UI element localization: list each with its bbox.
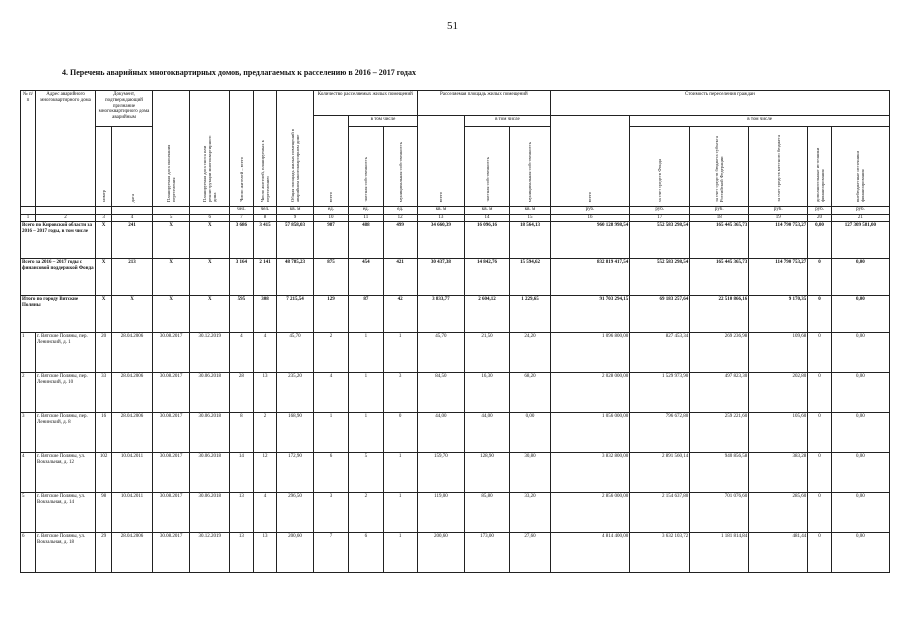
row-cell: 200,60 xyxy=(417,532,464,572)
total-row-cell: 987 xyxy=(313,221,348,258)
total-row-cell: 87 xyxy=(349,295,383,332)
row-cell: 20 xyxy=(96,332,112,372)
row-address: г. Вятские Поляны, ул. Вокзальная, д. 14 xyxy=(36,492,96,532)
row-cell: 30.08.2017 xyxy=(152,492,190,532)
row-cell: 173,00 xyxy=(465,532,510,572)
total-row-label: Всего за 2016 – 2017 годы с финансовой поддержкой Фонда xyxy=(21,258,96,295)
row-cell: 6 xyxy=(313,452,348,492)
row-cell: 27,60 xyxy=(510,532,551,572)
total-row xyxy=(21,221,890,258)
header-demolition-date: Планируемая дата сноса или реконструкции многоквартирного дома xyxy=(190,91,230,207)
row-number: 2 xyxy=(21,372,36,412)
header-doc-number: номер xyxy=(96,127,112,207)
total-row-cell: 0,00 xyxy=(808,221,832,258)
row-cell: 8 xyxy=(230,412,254,452)
total-row-cell: 960 128 998,54 xyxy=(550,221,629,258)
resettlement-table xyxy=(20,90,890,573)
header-rooms-group: Количество расселяемых жилых помещений xyxy=(313,91,417,116)
row-cell: 1 xyxy=(349,412,383,452)
row-cell: 0 xyxy=(808,492,832,532)
header-document: Документ, подтверждающий признание многоквартирного дома аварийным xyxy=(96,91,153,127)
row-cell: 1 xyxy=(313,412,348,452)
total-row-cell: 308 xyxy=(253,295,277,332)
total-row-cell: 42 xyxy=(383,295,417,332)
section-title: 4. Перечень аварийных многоквартирных домов, предлагаемых к расселению в 2016 – 2017 годах xyxy=(62,68,416,77)
row-cell: 0 xyxy=(808,332,832,372)
total-row-cell: X xyxy=(190,295,230,332)
page-number: 51 xyxy=(447,20,458,32)
row-cell: 12 xyxy=(253,452,277,492)
row-cell: 85,80 xyxy=(465,492,510,532)
header-residents-planned: Число жителей, планируемых к переселению xyxy=(253,91,277,207)
row-cell: 4 xyxy=(230,332,254,372)
row-cell: 30.06.2018 xyxy=(190,372,230,412)
total-row-cell: X xyxy=(96,295,112,332)
table-row xyxy=(21,372,890,412)
total-row-cell: 127 309 581,00 xyxy=(831,221,889,258)
table-body xyxy=(21,221,890,572)
header-area-private: частная собственность xyxy=(465,127,510,207)
row-cell: 0 xyxy=(808,412,832,452)
row-cell: 28.04.2006 xyxy=(112,532,153,572)
total-row-cell: 16 096,16 xyxy=(465,221,510,258)
total-row-cell: 114 790 753,27 xyxy=(749,258,808,295)
row-cell: 296,50 xyxy=(277,492,313,532)
row-cell: 45,70 xyxy=(277,332,313,372)
row-cell: 13 xyxy=(230,532,254,572)
row-cell: 172,90 xyxy=(277,452,313,492)
row-cell: 30.06.2018 xyxy=(190,492,230,532)
header-cost-including: в том числе xyxy=(630,116,890,127)
table-row xyxy=(21,452,890,492)
total-row-cell: 3 833,77 xyxy=(417,295,464,332)
row-cell: 28 xyxy=(230,372,254,412)
row-cell: 128,90 xyxy=(465,452,510,492)
header-rooms-private: частная собственность xyxy=(349,127,383,207)
row-cell: 1 xyxy=(349,372,383,412)
header-cost-total: всего xyxy=(550,116,629,207)
row-cell: 30.12.2019 xyxy=(190,532,230,572)
row-cell: 5 xyxy=(349,452,383,492)
row-cell: 2 xyxy=(313,332,348,372)
row-cell: 796 672,80 xyxy=(630,412,690,452)
table-row xyxy=(21,492,890,532)
row-cell: 33,20 xyxy=(510,492,551,532)
table-row xyxy=(21,332,890,372)
row-cell: 0,00 xyxy=(831,532,889,572)
total-row-cell: 241 xyxy=(112,221,153,258)
total-row-cell: 595 xyxy=(230,295,254,332)
row-cell: 0,00 xyxy=(831,332,889,372)
header-rooms-municipal: муниципальная собственность xyxy=(383,127,417,207)
row-cell: 0 xyxy=(808,532,832,572)
header-area-municipal: муниципальная собственность xyxy=(510,127,551,207)
row-cell: 0 xyxy=(383,412,417,452)
row-number: 4 xyxy=(21,452,36,492)
header-cost-group: Стоимость переселения граждан xyxy=(550,91,889,116)
row-cell: 1 529 973,90 xyxy=(630,372,690,412)
row-cell: 202,80 xyxy=(749,372,808,412)
row-number: 6 xyxy=(21,532,36,572)
row-cell: 10.04.2011 xyxy=(112,492,153,532)
header-cost-extra: дополнительные источники финансирования xyxy=(808,127,832,207)
total-row-cell: 0,00 xyxy=(831,295,889,332)
total-row-cell: 165 445 365,73 xyxy=(690,258,749,295)
row-cell: 0,00 xyxy=(831,492,889,532)
row-cell: 2 xyxy=(253,412,277,452)
row-cell: 2 154 637,80 xyxy=(630,492,690,532)
row-cell: 4 xyxy=(313,372,348,412)
units-row: чел. чел. кв. м ед. ед. ед. кв. м кв. м кв. м руб. руб. руб. руб. руб. руб. xyxy=(21,206,890,214)
total-row-cell: 7 215,54 xyxy=(277,295,313,332)
row-cell: 119,00 xyxy=(417,492,464,532)
row-cell: 30.08.2017 xyxy=(152,532,190,572)
header-area-total: всего xyxy=(417,116,464,207)
row-cell: 30.06.2018 xyxy=(190,412,230,452)
total-row-cell: 18 564,13 xyxy=(510,221,551,258)
total-row-cell: 69 183 257,64 xyxy=(630,295,690,332)
header-cost-fund: за счет средств Фонда xyxy=(630,127,690,207)
row-address: г. Вятские Поляны, пер. Ленинский, д. 10 xyxy=(36,372,96,412)
row-cell: 1 181 814,84 xyxy=(690,532,749,572)
total-row-cell: 2 604,12 xyxy=(465,295,510,332)
row-cell: 28.04.2006 xyxy=(112,372,153,412)
total-row-cell: 875 xyxy=(313,258,348,295)
row-cell: 2 856 000,00 xyxy=(550,492,629,532)
total-row-label: Итого по городу Вятские Поляны xyxy=(21,295,96,332)
row-address: г. Вятские Поляны, пер. Ленинский, д. 1 xyxy=(36,332,96,372)
header-address: Адрес аварийного многоквартирного дома xyxy=(36,91,96,207)
row-cell: 481,44 xyxy=(749,532,808,572)
total-row-cell: 2 141 xyxy=(253,258,277,295)
row-cell: 98 xyxy=(96,492,112,532)
row-cell: 10.04.2011 xyxy=(112,452,153,492)
header-rooms-total: всего xyxy=(313,116,348,207)
row-cell: 4 814 400,00 xyxy=(550,532,629,572)
row-cell: 827 453,34 xyxy=(630,332,690,372)
header-area-including: в том числе xyxy=(465,116,551,127)
total-row-cell: 3 164 xyxy=(230,258,254,295)
row-cell: 30.08.2017 xyxy=(152,332,190,372)
total-row-cell: 552 583 298,54 xyxy=(630,258,690,295)
row-cell: 0,00 xyxy=(831,412,889,452)
total-row-cell: 488 xyxy=(349,221,383,258)
row-cell: 1 xyxy=(383,452,417,492)
row-cell: 0,00 xyxy=(831,452,889,492)
total-row-cell: 1 229,65 xyxy=(510,295,551,332)
total-row-cell: 3 686 xyxy=(230,221,254,258)
row-cell: 383,28 xyxy=(749,452,808,492)
row-cell: 84,50 xyxy=(417,372,464,412)
row-cell: 30.08.2017 xyxy=(152,452,190,492)
total-row-cell: 454 xyxy=(349,258,383,295)
row-cell: 105,60 xyxy=(749,412,808,452)
row-number: 1 xyxy=(21,332,36,372)
header-total-area: Общая площадь жилых помещений в аварийном многоквартирном доме xyxy=(277,91,313,207)
row-cell: 1 xyxy=(383,532,417,572)
row-cell: 45,70 xyxy=(417,332,464,372)
total-row-cell: 129 xyxy=(313,295,348,332)
row-cell: 29 xyxy=(96,532,112,572)
row-cell: 701 076,60 xyxy=(690,492,749,532)
row-cell: 0 xyxy=(808,372,832,412)
total-row-label: Всего по Кировской области за 2016 – 2017 годы, в том числе xyxy=(21,221,96,258)
row-cell: 44,00 xyxy=(417,412,464,452)
row-cell: 2 891 560,14 xyxy=(630,452,690,492)
row-cell: 1 xyxy=(349,332,383,372)
total-row-cell: 552 583 298,54 xyxy=(630,221,690,258)
header-residents-total: Число жителей – всего xyxy=(230,91,254,207)
header-cost-local: за счет средств местного бюджета xyxy=(749,127,808,207)
row-cell: 33 xyxy=(96,372,112,412)
row-cell: 3 832 800,00 xyxy=(550,452,629,492)
total-row-cell: 15 594,62 xyxy=(510,258,551,295)
row-number: 3 xyxy=(21,412,36,452)
row-cell: 109,68 xyxy=(749,332,808,372)
total-row-cell: 0 xyxy=(808,295,832,332)
header-doc-date: дата xyxy=(112,127,153,207)
table-row xyxy=(21,412,890,452)
row-cell: 16 xyxy=(96,412,112,452)
total-row-cell: 0,00 xyxy=(831,258,889,295)
column-numbers-row: 1 2 3 4 5 6 7 8 9 10 11 12 13 14 15 16 17 18 19 20 21 xyxy=(21,214,890,221)
total-row-cell: 213 xyxy=(112,258,153,295)
total-row-cell: X xyxy=(190,258,230,295)
row-cell: 28.04.2006 xyxy=(112,412,153,452)
row-cell: 1 056 000,00 xyxy=(550,412,629,452)
table-row xyxy=(21,532,890,572)
total-row-cell: X xyxy=(152,258,190,295)
total-row-cell: 165 445 365,73 xyxy=(690,221,749,258)
row-cell: 13 xyxy=(253,532,277,572)
row-number: 5 xyxy=(21,492,36,532)
row-cell: 259 221,60 xyxy=(690,412,749,452)
row-cell: 3 xyxy=(313,492,348,532)
total-row-cell: X xyxy=(96,258,112,295)
row-cell: 7 xyxy=(313,532,348,572)
row-cell: 30.08.2017 xyxy=(152,412,190,452)
total-row-cell: 499 xyxy=(383,221,417,258)
row-cell: 6 xyxy=(349,532,383,572)
header-cost-nonbudget: внебюджетные источники финансирования xyxy=(831,127,889,207)
total-row-cell: 34 660,39 xyxy=(417,221,464,258)
row-cell: 2 xyxy=(349,492,383,532)
row-cell: 21,50 xyxy=(465,332,510,372)
row-cell: 30.12.2019 xyxy=(190,332,230,372)
row-cell: 269 236,98 xyxy=(690,332,749,372)
total-row-cell: 22 510 866,16 xyxy=(690,295,749,332)
total-row-cell: 30 437,38 xyxy=(417,258,464,295)
total-row-cell: 3 415 xyxy=(253,221,277,258)
row-cell: 0,00 xyxy=(510,412,551,452)
row-cell: 4 xyxy=(253,492,277,532)
row-cell: 30.08.2017 xyxy=(152,372,190,412)
row-cell: 0,00 xyxy=(831,372,889,412)
row-cell: 285,60 xyxy=(749,492,808,532)
row-cell: 44,00 xyxy=(465,412,510,452)
row-cell: 168,90 xyxy=(277,412,313,452)
row-cell: 1 096 800,00 xyxy=(550,332,629,372)
row-cell: 159,70 xyxy=(417,452,464,492)
total-row-cell: 421 xyxy=(383,258,417,295)
total-row-cell: X xyxy=(96,221,112,258)
row-cell: 68,20 xyxy=(510,372,551,412)
header-area-group: Расселяемая площадь жилых помещений xyxy=(417,91,550,116)
total-row xyxy=(21,295,890,332)
row-cell: 30.06.2018 xyxy=(190,452,230,492)
row-cell: 13 xyxy=(253,372,277,412)
row-address: г. Вятские Поляны, ул. Вокзальная, д. 12 xyxy=(36,452,96,492)
total-row-cell: 48 785,23 xyxy=(277,258,313,295)
total-row-cell: 57 858,03 xyxy=(277,221,313,258)
row-cell: 102 xyxy=(96,452,112,492)
row-cell: 4 xyxy=(253,332,277,372)
row-cell: 3 632 103,72 xyxy=(630,532,690,572)
header-cost-regional: за счет средств бюджета субъекта Российской Федерации xyxy=(690,127,749,207)
row-cell: 497 823,30 xyxy=(690,372,749,412)
total-row-cell: 0 xyxy=(808,258,832,295)
row-cell: 3 xyxy=(383,372,417,412)
row-cell: 16,30 xyxy=(465,372,510,412)
row-cell: 200,60 xyxy=(277,532,313,572)
row-cell: 30,80 xyxy=(510,452,551,492)
total-row-cell: 9 170,35 xyxy=(749,295,808,332)
total-row-cell: X xyxy=(112,295,153,332)
row-cell: 13 xyxy=(230,492,254,532)
row-cell: 0 xyxy=(808,452,832,492)
row-cell: 28.04.2006 xyxy=(112,332,153,372)
total-row-cell: X xyxy=(152,221,190,258)
header-rooms-including: в том числе xyxy=(349,116,418,127)
total-row-cell: 114 790 753,27 xyxy=(749,221,808,258)
row-address: г. Вятские Поляны, ул. Вокзальная, д. 18 xyxy=(36,532,96,572)
row-cell: 14 xyxy=(230,452,254,492)
row-cell: 1 xyxy=(383,332,417,372)
total-row-cell: 14 842,76 xyxy=(465,258,510,295)
row-cell: 24,20 xyxy=(510,332,551,372)
row-cell: 2 028 000,00 xyxy=(550,372,629,412)
total-row xyxy=(21,258,890,295)
total-row-cell: 91 703 294,15 xyxy=(550,295,629,332)
total-row-cell: 832 819 417,54 xyxy=(550,258,629,295)
row-address: г. Вятские Поляны, пер. Ленинский, д. 8 xyxy=(36,412,96,452)
header-no: № п/п xyxy=(21,91,36,207)
total-row-cell: X xyxy=(190,221,230,258)
total-row-cell: X xyxy=(152,295,190,332)
row-cell: 1 xyxy=(383,492,417,532)
header-planned-date: Планируемая дата окончания переселения xyxy=(152,91,190,207)
row-cell: 940 856,58 xyxy=(690,452,749,492)
row-cell: 235,20 xyxy=(277,372,313,412)
